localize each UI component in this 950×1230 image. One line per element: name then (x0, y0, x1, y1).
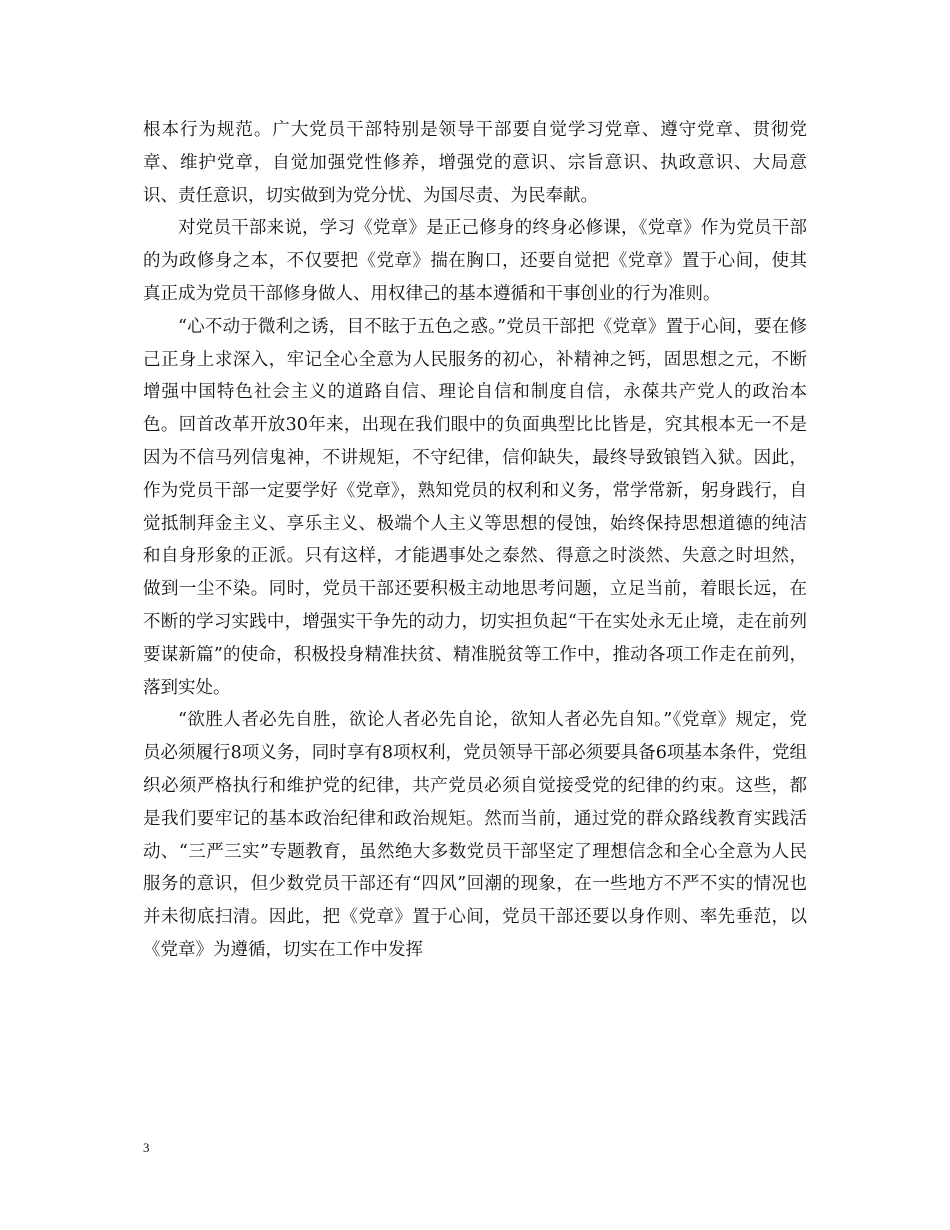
page-number: 3 (143, 1140, 150, 1155)
paragraph: 对党员干部来说，学习《党章》是正己修身的终身必修课，《党章》作为党员干部的为政修身之本，不仅要把《党章》揣在胸口，还要自觉把《党章》置于心间，使其真正成为党员干部修身做人、用权律己的基本遵循和干事创业的行为准则。 (143, 218, 807, 304)
paragraph: “欲胜人者必先自胜，欲论人者必先自论，欲知人者必先自知。”《党章》规定，党员必须履行8项义务，同时享有8项权利，党员领导干部必须要具备6项基本条件，党组织必须严格执行和维护党的纪律，共产党员必须自觉接受党的纪律的约束。这些，都是我们要牢记的基本政治纪律和政治规矩。然而当前，通过党的群众路线教育实践活动、“三严三实”专题教育，虽然绝大多数党员干部坚定了理想信念和全心全意为人民服务的意识，但少数党员干部还有“四风”回潮的现象，在一些地方不严不实的情况也并未彻底扫清。因此，把《党章》置于心间，党员干部还要以身作则、率先垂范，以《党章》为遵循，切实在工作中发挥 (143, 710, 807, 960)
document-body (143, 114, 807, 967)
paragraph: “心不动于微利之诱，目不眩于五色之惑。”党员干部把《党章》置于心间，要在修己正身上求深入，牢记全心全意为人民服务的初心，补精神之钙，固思想之元，不断增强中国特色社会主义的道路自信、理论自信和制度自信，永葆共产党人的政治本色。回首改革开放30年来，出现在我们眼中的负面典型比比皆是，究其根本无一不是因为不信马列信鬼神，不讲规矩，不守纪律，信仰缺失，最终导致锒铛入狱。因此，作为党员干部一定要学好《党章》，熟知党员的权利和义务，常学常新，躬身践行，自觉抵制拜金主义、享乐主义、极端个人主义等思想的侵蚀，始终保持思想道德的纯洁和自身形象的正派。只有这样，才能遇事处之泰然、得意之时淡然、失意之时坦然，做到一尘不染。同时，党员干部还要积极主动地思考问题，立足当前，着眼长远，在不断的学习实践中，增强实干争先的动力，切实担负起“干在实处永无止境，走在前列要谋新篇”的使命，积极投身精准扶贫、精准脱贫等工作中，推动各项工作走在前列，落到实处。 (143, 316, 807, 698)
paragraph-continuation: 根本行为规范。广大党员干部特别是领导干部要自觉学习党章、遵守党章、贯彻党章、维护党章，自觉加强党性修养，增强党的意识、宗旨意识、执政意识、大局意识、责任意识，切实做到为党分忧、为国尽责、为民奉献。 (143, 120, 807, 206)
